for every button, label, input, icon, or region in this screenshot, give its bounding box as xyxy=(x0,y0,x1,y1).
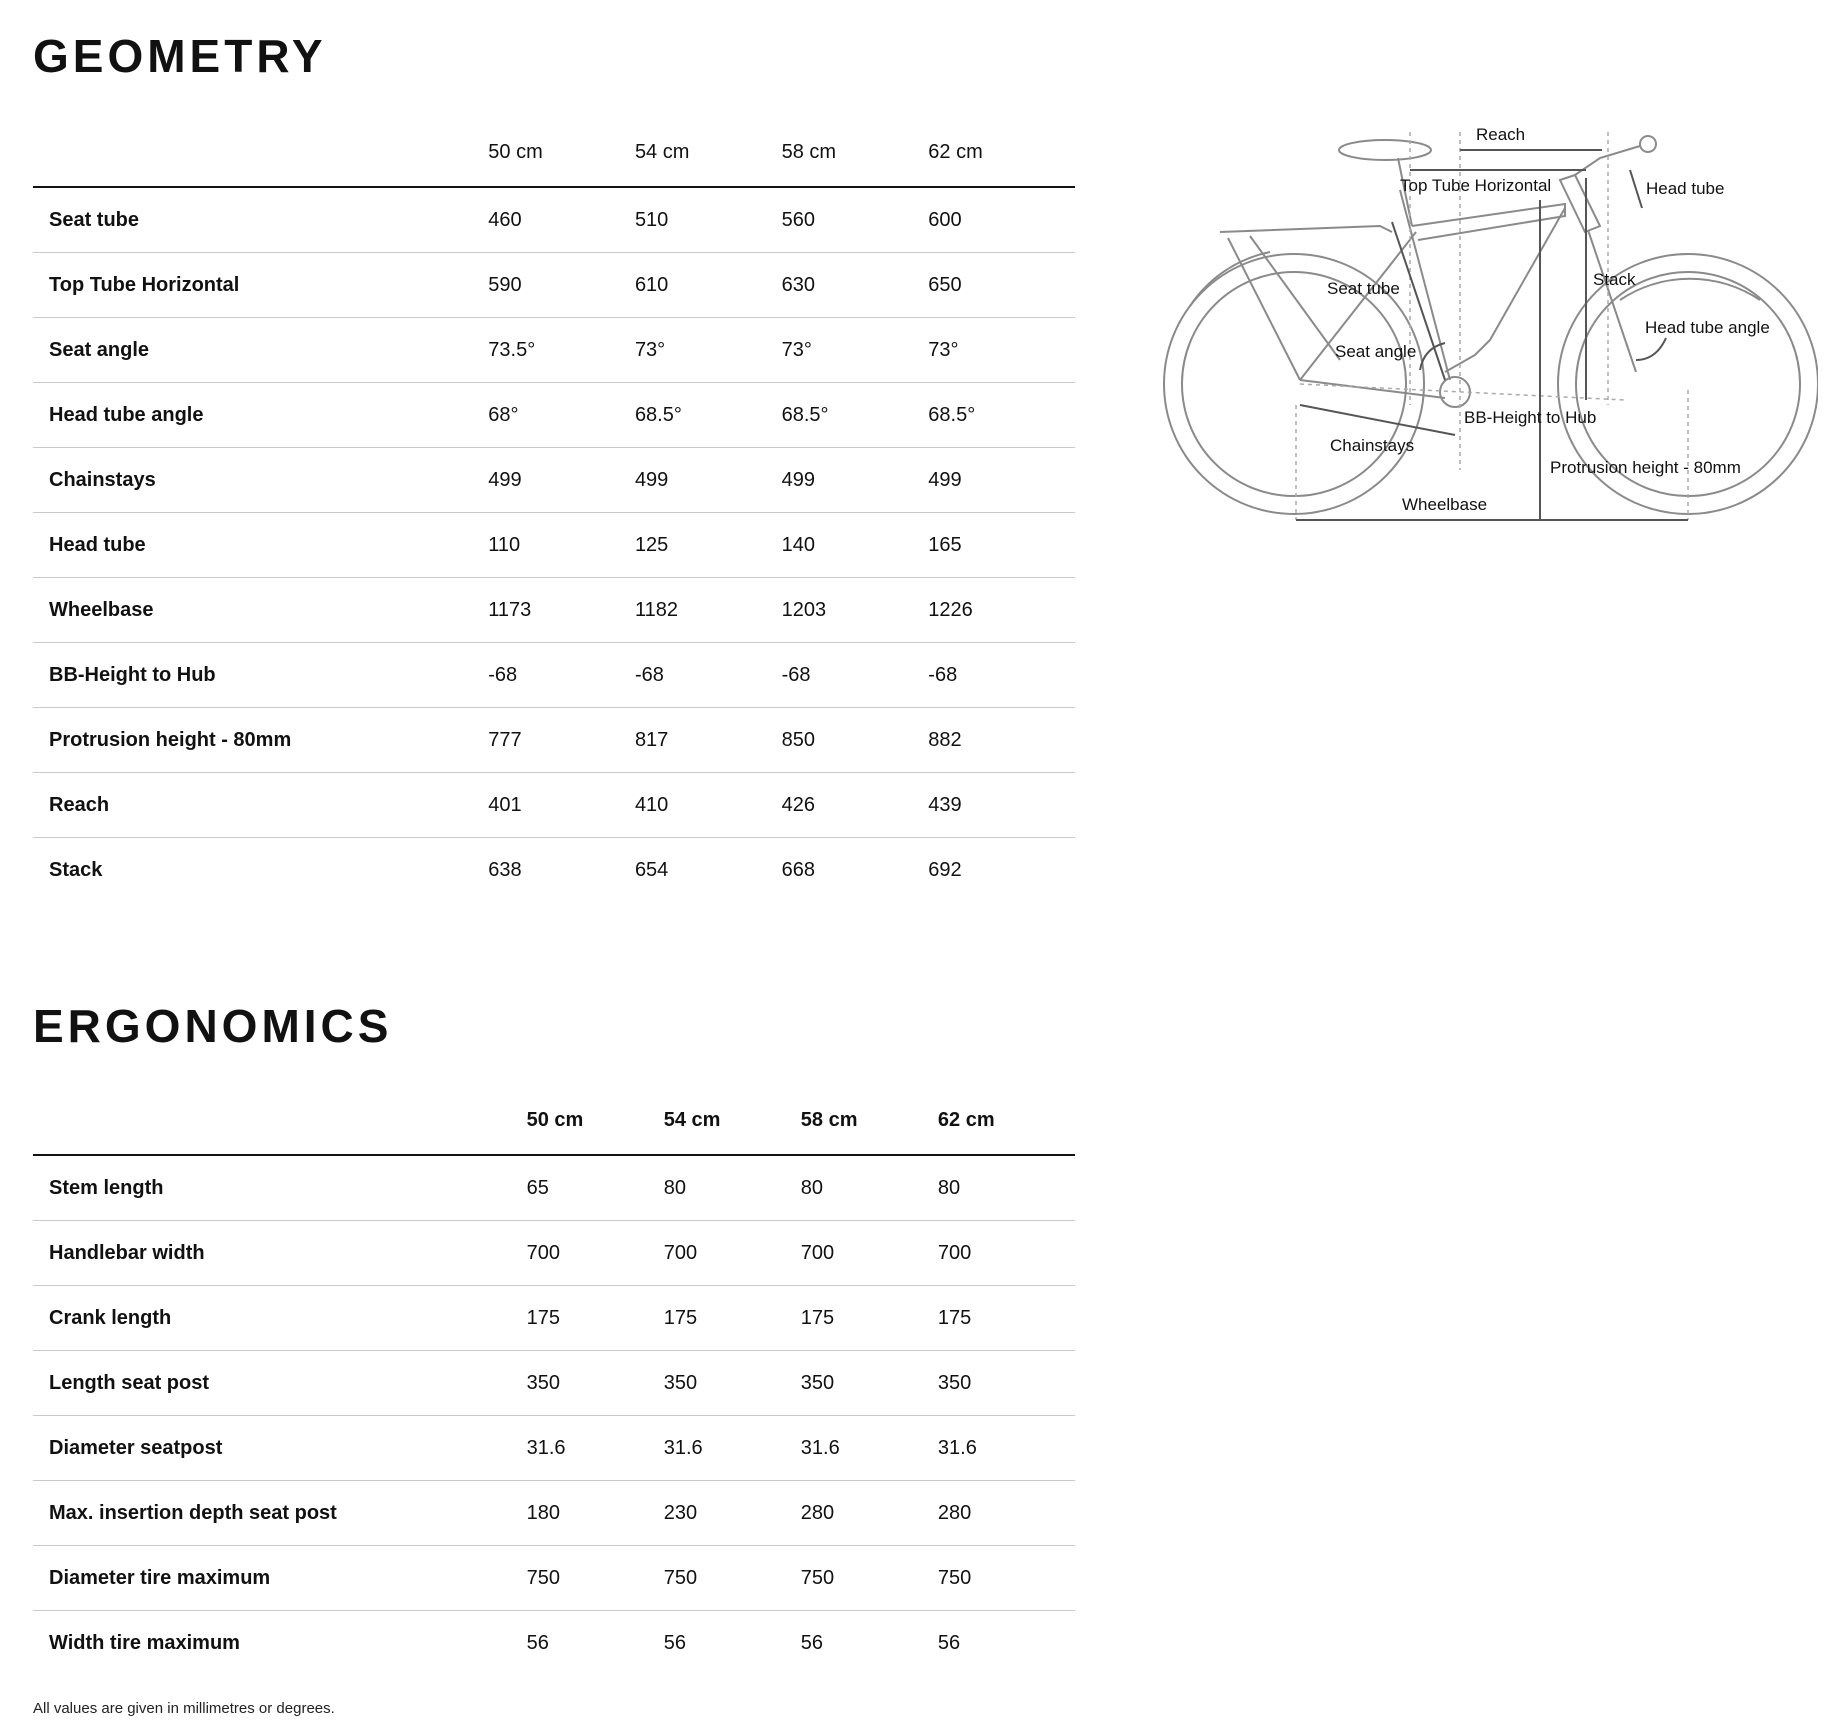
cell-value: 68.5° xyxy=(782,383,929,448)
cell-value: 350 xyxy=(801,1351,938,1416)
diagram-label-wheelbase: Wheelbase xyxy=(1402,495,1488,514)
cell-value: 175 xyxy=(938,1286,1075,1351)
cell-value: 610 xyxy=(635,253,782,318)
diagram-label-protrusion: Protrusion height - 80mm xyxy=(1550,458,1741,477)
table-row xyxy=(33,513,1075,578)
table-row xyxy=(33,708,1075,773)
row-label: Wheelbase xyxy=(33,578,488,643)
row-label: Chainstays xyxy=(33,448,488,513)
cell-value: 750 xyxy=(938,1546,1075,1611)
row-label: Width tire maximum xyxy=(49,1631,240,1654)
cell-value: 668 xyxy=(781,858,815,881)
cell-value: 590 xyxy=(488,253,635,318)
size-header: 50 cm xyxy=(488,118,635,187)
cell-value: 68.5° xyxy=(928,383,1075,448)
head-tube-arrow xyxy=(1630,170,1642,208)
row-label: Stack xyxy=(49,858,103,881)
cell-value: -68 xyxy=(782,643,929,708)
cell-value: 426 xyxy=(782,773,929,838)
table-row xyxy=(33,1611,1075,1676)
table-row xyxy=(33,1286,1075,1351)
cell-value: 125 xyxy=(635,513,782,578)
cell-value: 510 xyxy=(635,187,782,253)
diagram-label-head-tube: Head tube xyxy=(1646,179,1725,198)
cell-value: 460 xyxy=(488,187,635,253)
cell-value: 56 xyxy=(526,1631,549,1654)
cell-value: 230 xyxy=(664,1481,801,1546)
ergonomics-table xyxy=(33,1086,1075,1675)
front-fork xyxy=(1588,230,1636,372)
cell-value: 650 xyxy=(928,253,1075,318)
cell-value: 280 xyxy=(801,1481,938,1546)
cell-value: 499 xyxy=(928,448,1075,513)
row-label: Seat tube xyxy=(33,187,488,253)
diagram-label-top-tube: Top Tube Horizontal xyxy=(1400,176,1552,195)
row-label: Reach xyxy=(33,773,488,838)
size-header: 58 cm xyxy=(782,118,929,187)
cell-value: 750 xyxy=(801,1546,938,1611)
table-row xyxy=(33,187,1075,253)
cell-value: 560 xyxy=(782,187,929,253)
cell-value: 882 xyxy=(928,708,1075,773)
cell-value: 175 xyxy=(801,1286,938,1351)
rear-wheel-inner xyxy=(1182,272,1406,496)
cell-value: 654 xyxy=(634,858,669,881)
diagram-label-chainstays: Chainstays xyxy=(1330,436,1415,455)
cell-value: 850 xyxy=(782,708,929,773)
table-row xyxy=(33,1481,1075,1546)
frame-top-tube xyxy=(1412,204,1565,240)
header-label-cell xyxy=(33,1086,527,1155)
cell-value: 350 xyxy=(938,1351,1075,1416)
cell-value: 439 xyxy=(928,773,1075,838)
footnote: All values are given in millimetres or degrees. xyxy=(33,1700,335,1717)
row-label: Max. insertion depth seat post xyxy=(33,1481,527,1546)
diagram-label-seat-angle: Seat angle xyxy=(1335,342,1417,361)
table-row xyxy=(33,1546,1075,1611)
cell-value: 180 xyxy=(527,1481,664,1546)
cell-value: 700 xyxy=(527,1221,664,1286)
table-row xyxy=(33,1416,1075,1481)
cell-value: 175 xyxy=(527,1286,664,1351)
cell-value: 31.6 xyxy=(801,1416,938,1481)
cell-value: 80 xyxy=(938,1155,1075,1221)
table-row xyxy=(33,838,1075,903)
size-header: 54 cm xyxy=(664,1086,801,1155)
cell-value: 499 xyxy=(488,448,635,513)
cell-value: 499 xyxy=(635,448,782,513)
row-label: Seat angle xyxy=(33,318,488,383)
diagram-label-head-tube-angle: Head tube angle xyxy=(1645,318,1770,337)
row-label: Handlebar width xyxy=(33,1221,527,1286)
table-row xyxy=(33,773,1075,838)
table-row xyxy=(33,383,1075,448)
cell-value: 68.5° xyxy=(635,383,782,448)
cell-value: 73.5° xyxy=(488,318,635,383)
cell-value: 73° xyxy=(782,318,929,383)
size-header: 58 cm xyxy=(801,1086,938,1155)
table-row xyxy=(33,318,1075,383)
cell-value: 350 xyxy=(527,1351,664,1416)
cell-value: 65 xyxy=(527,1155,664,1221)
geometry-table xyxy=(33,118,1075,902)
table-header-row xyxy=(33,118,1075,187)
diagram-label-reach: Reach xyxy=(1476,125,1526,144)
cell-value: 700 xyxy=(938,1221,1075,1286)
cell-value: 56 xyxy=(800,1631,824,1654)
header-label-cell xyxy=(33,118,488,187)
cell-value: 638 xyxy=(488,858,522,881)
row-label: Head tube xyxy=(33,513,488,578)
cell-value: 750 xyxy=(664,1546,801,1611)
diagram-label-seat-tube: Seat tube xyxy=(1327,279,1400,298)
cell-value: 1226 xyxy=(928,578,1075,643)
table-row xyxy=(33,448,1075,513)
row-label: Crank length xyxy=(33,1286,527,1351)
cell-value: 175 xyxy=(664,1286,801,1351)
cell-value: 1203 xyxy=(782,578,929,643)
cell-value: 31.6 xyxy=(664,1416,801,1481)
row-label: Head tube angle xyxy=(33,383,488,448)
cell-value: 68° xyxy=(488,383,635,448)
row-label: Top Tube Horizontal xyxy=(33,253,488,318)
table-row xyxy=(33,643,1075,708)
cell-value: 280 xyxy=(938,1481,1075,1546)
size-header: 62 cm xyxy=(928,118,1075,187)
geometry-title: GEOMETRY xyxy=(33,30,327,82)
table-row xyxy=(33,1155,1075,1221)
cell-value: 777 xyxy=(488,708,635,773)
cell-value: 410 xyxy=(635,773,782,838)
cell-value: 31.6 xyxy=(527,1416,664,1481)
bike-geometry-diagram xyxy=(1158,118,1818,538)
diagram-label-stack: Stack xyxy=(1593,270,1636,289)
row-label: Length seat post xyxy=(33,1351,527,1416)
row-label: Diameter seatpost xyxy=(33,1416,527,1481)
chainstays-arrow xyxy=(1300,405,1455,435)
cell-value: 73° xyxy=(635,318,782,383)
cell-value: 80 xyxy=(801,1155,938,1221)
cell-value: 700 xyxy=(664,1221,801,1286)
cell-value: 1182 xyxy=(635,578,782,643)
table-row xyxy=(33,1221,1075,1286)
cell-value: 110 xyxy=(488,513,635,578)
cell-value: 600 xyxy=(928,187,1075,253)
cell-value: 817 xyxy=(635,708,782,773)
saddle xyxy=(1339,140,1431,160)
cell-value: 165 xyxy=(928,513,1075,578)
cell-value: 499 xyxy=(782,448,929,513)
table-header-row xyxy=(33,1086,1075,1155)
row-label: Stem length xyxy=(33,1155,527,1221)
size-header: 54 cm xyxy=(635,118,782,187)
head-tube-angle-arc xyxy=(1636,338,1666,360)
table-row xyxy=(33,578,1075,643)
cell-value: 630 xyxy=(782,253,929,318)
cell-value: 56 xyxy=(937,1631,961,1654)
cell-value: 73° xyxy=(928,318,1075,383)
diagram-label-bb-height: BB-Height to Hub xyxy=(1464,408,1597,427)
row-label: Protrusion height - 80mm xyxy=(33,708,488,773)
cell-value: 350 xyxy=(664,1351,801,1416)
row-label: BB-Height to Hub xyxy=(33,643,488,708)
size-header: 62 cm xyxy=(938,1086,1075,1155)
table-row xyxy=(33,1351,1075,1416)
ergonomics-title: ERGONOMICS xyxy=(33,1000,393,1052)
row-label: Diameter tire maximum xyxy=(33,1546,527,1611)
cell-value: -68 xyxy=(928,643,1075,708)
cell-value: 401 xyxy=(488,773,635,838)
size-header: 50 cm xyxy=(527,1086,664,1155)
table-row xyxy=(33,253,1075,318)
cell-value: 140 xyxy=(782,513,929,578)
cell-value: 750 xyxy=(527,1546,664,1611)
cell-value: -68 xyxy=(635,643,782,708)
cell-value: 700 xyxy=(801,1221,938,1286)
cell-value: 80 xyxy=(664,1155,801,1221)
cell-value: 1173 xyxy=(488,578,635,643)
cell-value: 692 xyxy=(928,858,962,881)
handlebar-end xyxy=(1640,136,1656,152)
cell-value: -68 xyxy=(488,643,635,708)
cell-value: 56 xyxy=(663,1631,686,1654)
cell-value: 31.6 xyxy=(938,1416,1075,1481)
